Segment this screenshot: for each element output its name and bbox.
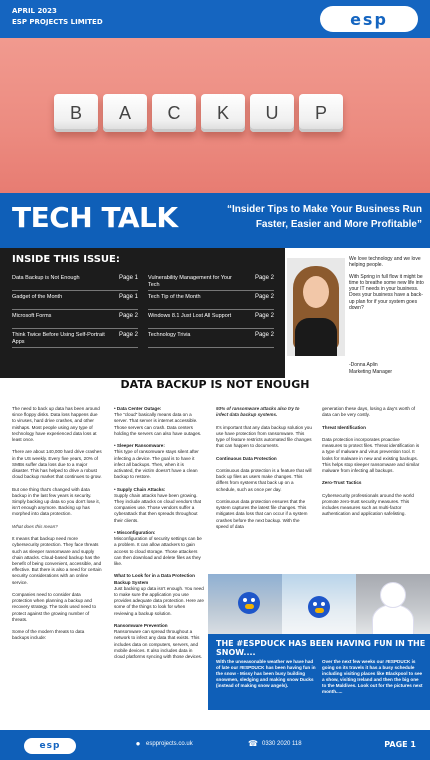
paragraph: Continuous data protection ensures that the system captures the latest file changes. This mitigates data loss that can occur if a system crashes before the next backup. With the speed of data <box>216 498 308 529</box>
paragraph: But one thing that's changed with data backup in the last few years is security. Simply backing up data so you don't lose it, isn't enough anymore. Backing up has morphed into data protection. <box>12 486 100 517</box>
pull-quote: 93% of ransomware attacks also try to infect data backup systems. <box>216 406 300 418</box>
paragraph: Companies need to consider data protection when planning a backup and recovery strategy. The tools used need to protect against the growing number of threats. <box>12 592 97 622</box>
duck-news-box <box>208 634 430 710</box>
phone-number[interactable]: 0330 2020 118 <box>262 741 302 747</box>
article-column-3 <box>216 406 312 536</box>
paragraph: The “cloud” basically means data on a server. That server is internet accessible. Those servers can crash. Data centers holding the servers can also have outages. <box>114 412 202 436</box>
newsletter-tagline: “Insider Tips to Make Your Business Run Faster, Easier and More Profitable” <box>226 204 422 230</box>
duck-photo-1 <box>208 574 282 634</box>
issue-item-title: Vulnerability Management for Your Tech <box>148 275 232 288</box>
tech-talk-banner <box>0 193 430 248</box>
top-header <box>0 0 430 38</box>
issue-item-page: Page 2 <box>254 275 274 281</box>
manager-signature <box>349 362 392 375</box>
issue-item[interactable] <box>148 329 274 348</box>
inside-this-issue <box>0 248 285 378</box>
esp-duck-icon <box>308 596 330 618</box>
issue-item-title: Windows 8.1 Just Lost All Support <box>148 313 232 319</box>
manager-body: With Spring in full flow it might be time to breathe some new life into your IT needs in your business. Does your business have a back-up plan for if your system goes down? <box>349 273 424 312</box>
paragraph: generation these days, losing a day's worth of data can be very costly. <box>322 406 416 418</box>
key-p: P <box>299 94 343 132</box>
manager-role: Marketing Manager <box>349 368 393 375</box>
subheading: Ransomware Prevention <box>114 623 168 629</box>
issue-item-page: Page 2 <box>254 294 274 300</box>
duck-photo-2 <box>282 574 356 634</box>
snowman-head <box>380 582 406 608</box>
issue-item-title: Data Backup is Not Enough <box>12 275 80 281</box>
issue-item[interactable] <box>12 310 138 329</box>
manager-photo <box>287 258 345 356</box>
key-b: B <box>54 94 98 132</box>
manager-message <box>349 256 427 316</box>
paragraph: Data protection incorporates proactive measures to protect files. Threat identification is a type of malware and virus prevention tool. It looks for malware in new and existing backups. This helps stop sleeper ransomware and similar malware from infecting all backups. <box>322 436 420 473</box>
page-number: PAGE 1 <box>384 740 416 749</box>
subheading: • Sleeper Ransomware: <box>114 443 165 449</box>
issue-heading: INSIDE THIS ISSUE: <box>12 254 120 265</box>
article-title: DATA BACKUP IS NOT ENOUGH <box>120 378 310 391</box>
paragraph: Just backing up data isn't enough. You need to make sure the application you use provides adequate data protection. Here are some of the things to look for when reviewing a backup solution. <box>114 585 204 616</box>
key-c: C <box>152 94 196 132</box>
issue-item-page: Page 2 <box>254 313 274 319</box>
paragraph: Misconfiguration of security settings can be a problem. It can allow attackers to gain access to cloud storage. Those attackers can then download and delete files as they like. <box>114 536 202 567</box>
issue-item-page: Page 2 <box>118 332 138 338</box>
issue-item-page: Page 2 <box>118 313 138 319</box>
issue-item[interactable] <box>148 310 274 329</box>
subheading: Threat Identification <box>322 424 366 430</box>
paragraph: Continuous data protection is a feature that will back up files as users make changes. This differs from systems that back up on a schedule, such as once per day. <box>216 467 312 492</box>
issue-list-left <box>12 272 138 348</box>
issue-item-page: Page 1 <box>118 294 138 300</box>
manager-note <box>285 248 430 378</box>
issue-item-page: Page 2 <box>254 332 274 338</box>
paragraph: Supply chain attacks have been growing. They include attacks on cloud vendors that companies use. Those vendors suffer a cyberattack that then spreads throughout their clients. <box>114 492 202 523</box>
logo-text: esp <box>350 9 388 29</box>
issue-item-title: Technology Trivia <box>148 332 191 338</box>
esp-duck-icon <box>238 592 260 614</box>
duck-photos <box>208 574 430 634</box>
article-column-1 <box>12 406 102 648</box>
phone-icon: ☎ <box>248 739 258 748</box>
subheading: • Supply Chain Attacks: <box>114 486 166 492</box>
subheading: Zero-Trust Tactics <box>322 480 362 486</box>
news-left: With the unseasonable weather we have had of late our #ESPDUCK has been having fun in the snow - Missy has been busy building snowmen, sledging and making snow Ducks (instead of making snow angels). <box>216 659 316 688</box>
paragraph: The need to back up data has been around since floppy disks. Data loss happens due to viruses, hard drive crashes, and other mishaps. Most people using any type of technology have experienced data loss at least once. <box>12 406 100 443</box>
paragraph: This type of ransomware stays silent after infecting a device. The goal is to have it infect all backups. Then, when it is activated, the victim doesn't have a clean backup to restore. <box>114 449 199 480</box>
subheading: • Misconfiguration: <box>114 530 156 536</box>
backup-keys <box>54 94 343 132</box>
issue-item[interactable] <box>148 291 274 310</box>
paragraph: There are about 140,000 hard drive crashes in the US weekly. Every five years, 20% of SMBs suffer data loss due to a major disaster. This has helped to drive a robust cloud backup market that continues to grow. <box>12 449 102 480</box>
esp-logo <box>320 6 418 32</box>
issue-list-right <box>148 272 274 348</box>
issue-date: APRIL 2023 <box>12 7 57 15</box>
paragraph: Ransomware can spread throughout a network to infect any data that exists. This includes data on computers, servers, and mobile devices. It also includes data in cloud platforms syncing with those devices. <box>114 629 203 660</box>
globe-icon: ● <box>135 739 141 748</box>
article-column-4 <box>322 406 420 524</box>
issue-item-title: Gadget of the Month <box>12 294 63 300</box>
issue-item-title: Tech Tip of the Month <box>148 294 201 300</box>
key-a: A <box>103 94 147 132</box>
newsletter-title: TECH TALK <box>12 201 178 234</box>
news-title: THE #ESPDUCK HAS BEEN HAVING FUN IN THE SNOW.... <box>216 639 426 657</box>
paragraph: Cybersecurity professionals around the world promote zero-trust security measures. This includes measures such as multi-factor authentication and application safelisting. <box>322 492 414 517</box>
hero-image <box>0 38 430 193</box>
website-link[interactable]: espprojects.co.uk <box>146 741 193 747</box>
issue-item-page: Page 1 <box>118 275 138 281</box>
issue-item-title: Think Twice Before Using Self-Portrait Apps <box>12 332 105 345</box>
paragraph: What does this mean? <box>12 523 58 529</box>
issue-item[interactable] <box>12 329 138 348</box>
subheading: • Data Center Outage: <box>114 406 162 411</box>
footer-logo <box>24 738 76 754</box>
company-name: ESP PROJECTS LIMITED <box>12 18 103 26</box>
subheading: Continuous Data Protection <box>216 455 277 461</box>
issue-item-title: Microsoft Forms <box>12 313 52 319</box>
issue-item[interactable] <box>148 272 274 291</box>
paragraph: It means that backup need more cybersecurity protection. They face threats such as sleeper ransomware and supply chain attacks. Cloud-based backup has the benefit of being convenient, accessible, and effective. But there is also a need for certain security considerations with an online service. <box>12 536 102 585</box>
snowman-photo <box>356 574 430 634</box>
footer <box>0 730 430 760</box>
news-right: Over the next few weeks our #ESPDUCK is going on its travels it has a busy schedule including visiting places like Blackpool to see a show, visiting Ireland and then the big one to the Maldives. Look out for the pictures next month..... <box>322 659 423 694</box>
issue-item[interactable] <box>12 291 138 310</box>
key-u: U <box>250 94 294 132</box>
subheading: What to Look for in a Data Protection Backup System <box>114 573 195 585</box>
article-column-2 <box>114 406 204 666</box>
paragraph: Some of the modern threats to data backups include: <box>12 629 85 641</box>
key-k: K <box>201 94 245 132</box>
issue-item[interactable] <box>12 272 138 291</box>
paragraph: It's important that any data backup solution you use have protection from ransomware. This type of feature restricts automated file changes that can happen to documents. <box>216 424 312 449</box>
manager-intro: We love technology and we love helping people. <box>349 256 421 269</box>
snowman-body <box>372 604 414 634</box>
manager-name: -Donna Aplin <box>349 362 378 368</box>
footer-logo-text: esp <box>39 741 61 751</box>
